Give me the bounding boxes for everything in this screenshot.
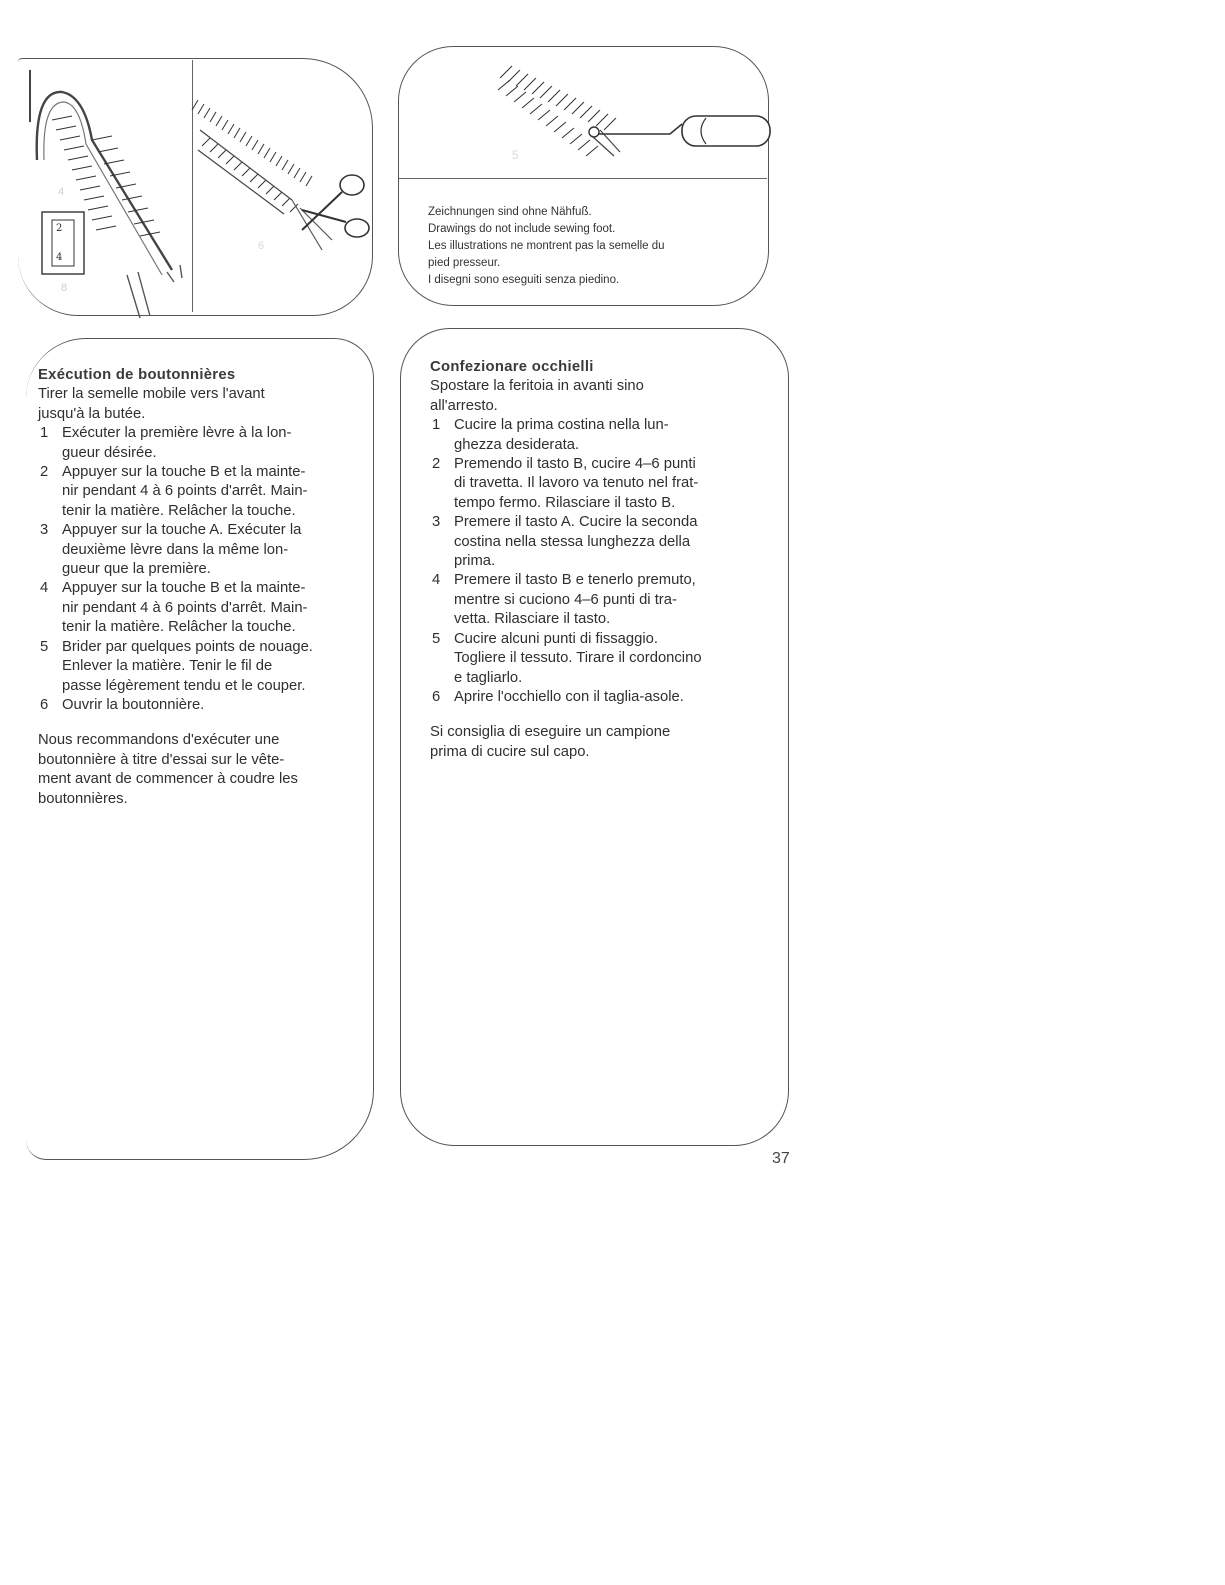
french-step: [38, 696, 368, 715]
step-line: costina nella stessa lunghezza della: [454, 533, 691, 550]
italian-step: [430, 630, 765, 688]
french-step: [38, 521, 368, 579]
french-steps: [38, 424, 368, 715]
italian-step: [430, 688, 765, 707]
step-line: Appuyer sur la touche B et la mainte-: [62, 580, 306, 597]
french-recommendation-line: ment avant de commencer à coudre les: [38, 771, 298, 788]
faint-label-b: 8: [61, 282, 68, 294]
page-number: 37: [772, 1150, 790, 1167]
step-line: Cucire la prima costina nella lun-: [454, 417, 669, 434]
note-line: Drawings do not include sewing foot.: [428, 223, 616, 235]
step-line: tempo fermo. Rilasciare il tasto B.: [454, 494, 676, 511]
italian-intro-line: Spostare la feritoia in avanti sino: [430, 378, 644, 395]
french-recommendation-line: boutonnière à titre d'essai sur le vête-: [38, 751, 285, 768]
french-instructions: [38, 366, 368, 809]
buttonhole-sewing-drawing: [22, 60, 192, 310]
step-line: deuxième lèvre dans la même lon-: [62, 541, 289, 558]
step-number: 5: [40, 638, 49, 655]
drawing-note: [428, 204, 758, 289]
step-line: Ouvrir la boutonnière.: [62, 696, 205, 713]
stitch-key-bottom-label: 4: [56, 252, 63, 263]
note-line: I disegni sono eseguiti senza piedino.: [428, 274, 620, 286]
step-line: e tagliarlo.: [454, 669, 523, 686]
step-line: Appuyer sur la touche B et la mainte-: [62, 464, 306, 481]
step-line: tenir la matière. Relâcher la touche.: [62, 619, 296, 636]
italian-intro-line: all'arresto.: [430, 397, 498, 414]
french-recommendation-line: boutonnières.: [38, 790, 128, 807]
note-line: pied presseur.: [428, 257, 501, 269]
italian-step: [430, 513, 765, 571]
step-number: 4: [40, 580, 49, 597]
seam-ripper-drawing: [490, 56, 770, 176]
note-line: Les illustrations ne montrent pas la semelle du: [428, 240, 665, 252]
step-line: di travetta. Il lavoro va tenuto nel frat-: [454, 475, 699, 492]
step-number: 5: [432, 630, 441, 647]
french-step: [38, 638, 368, 696]
faint-label-a: 4: [58, 186, 65, 198]
italian-steps: [430, 416, 765, 707]
french-step: [38, 424, 368, 463]
italian-step: [430, 455, 765, 513]
step-line: ghezza desiderata.: [454, 436, 580, 453]
step-line: passe légèrement tendu et le couper.: [62, 677, 306, 694]
step-number: 6: [40, 696, 49, 713]
italian-recommendation-line: Si consiglia di eseguire un campione: [430, 724, 671, 741]
italian-heading: Confezionare occhielli: [430, 359, 594, 375]
french-intro-line: Tirer la semelle mobile vers l'avant: [38, 386, 265, 403]
step-line: Enlever la matière. Tenir le fil de: [62, 658, 273, 675]
french-heading: Exécution de boutonnières: [38, 367, 236, 383]
french-recommendation-line: Nous recommandons d'exécuter une: [38, 732, 280, 749]
step-number: 2: [40, 464, 49, 481]
step-line: Premere il tasto B e tenerlo premuto,: [454, 572, 696, 589]
step-line: nir pendant 4 à 6 points d'arrêt. Main-: [62, 483, 308, 500]
note-divider: [399, 178, 767, 179]
faint-label-c: 6: [258, 240, 265, 252]
step-line: nir pendant 4 à 6 points d'arrêt. Main-: [62, 599, 308, 616]
step-number: 4: [432, 572, 441, 589]
step-line: gueur que la première.: [62, 561, 211, 578]
step-line: vetta. Rilasciare il tasto.: [454, 611, 611, 628]
french-step: [38, 579, 368, 637]
step-number: 3: [40, 522, 49, 539]
italian-step: [430, 571, 765, 629]
step-number: 1: [40, 425, 49, 442]
step-number: 2: [432, 456, 441, 473]
scissors-icon: [302, 175, 369, 237]
step-line: Premendo il tasto B, cucire 4–6 punti: [454, 456, 696, 473]
note-line: Zeichnungen sind ohne Nähfuß.: [428, 206, 592, 218]
step-line: Togliere il tessuto. Tirare il cordoncino: [454, 650, 702, 667]
step-line: tenir la matière. Relâcher la touche.: [62, 502, 296, 519]
step-line: Exécuter la première lèvre à la lon-: [62, 425, 292, 442]
stitch-key-top-label: 2: [56, 223, 63, 234]
italian-recommendation-line: prima di cucire sul capo.: [430, 743, 590, 760]
italian-instructions: [430, 358, 765, 762]
stitch-key-icon: [42, 212, 84, 274]
step-line: Appuyer sur la touche A. Exécuter la: [62, 522, 302, 539]
step-line: prima.: [454, 553, 496, 570]
french-intro-line: jusqu'à la butée.: [38, 405, 146, 422]
step-line: Cucire alcuni punti di fissaggio.: [454, 630, 658, 647]
step-line: Aprire l'occhiello con il taglia-asole.: [454, 688, 684, 705]
step-line: Brider par quelques points de nouage.: [62, 638, 313, 655]
step-number: 3: [432, 514, 441, 531]
faint-label-d: 5: [512, 148, 519, 162]
step-number: 6: [432, 688, 441, 705]
step-line: gueur désirée.: [62, 444, 157, 461]
cutting-cord-drawing: [192, 90, 372, 280]
step-number: 1: [432, 417, 441, 434]
step-line: Premere il tasto A. Cucire la seconda: [454, 514, 698, 531]
seam-ripper-icon: [589, 116, 770, 146]
italian-step: [430, 416, 765, 455]
french-step: [38, 463, 368, 521]
step-line: mentre si cuciono 4–6 punti di tra-: [454, 591, 677, 608]
